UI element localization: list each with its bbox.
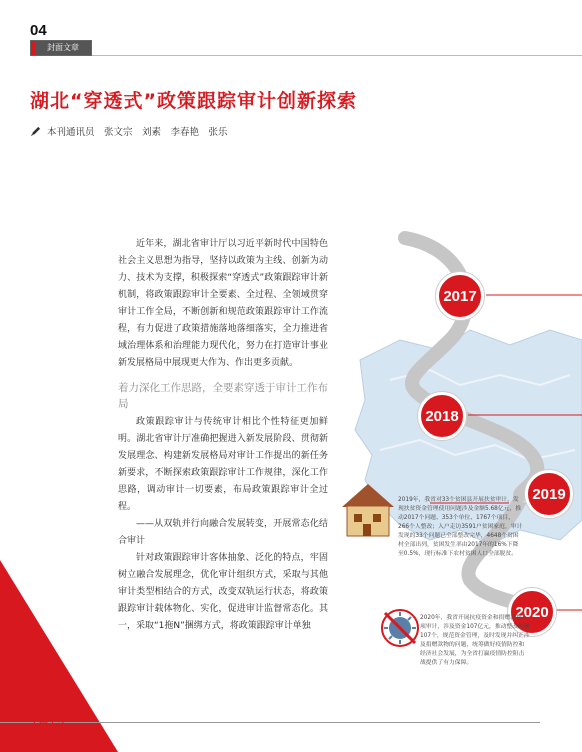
article-paragraph: 近年来，湖北省审计厅以习近平新时代中国特色社会主义思想为指导，坚持以政策为主线、创新为动力、技术为支撑，积极探索“穿透式”政策跟踪审计新机制，将政策跟踪审计全要素、全过程、全领域贯穿审计工作全局，不断创新和规范政策跟踪审计工作流程，有力促进了政策措施落地落细落实，全力推进省域治理体系和治理能力现代化，努力在打造审计事业新发展格局中展现更大作为、作出更多贡献。 xyxy=(118,239,328,368)
year-badge-2018: 2018 xyxy=(418,392,466,440)
footer-divider xyxy=(0,722,540,723)
article-paragraph: 针对政策跟踪审计客体抽象、泛化的特点，牢固树立融合发展理念，优化审计组织方式，采取与其他审计类型相结合的方式，改变双轨运行状态，将政策跟踪审计载体物化、实化，促进审计监督常态化。其一，采取“1拖N”捆绑方式，将政策跟踪审计单独 xyxy=(118,553,328,631)
timeline-note-2019: 2019年，我省对33个贫困县开展扶贫审计，发现扶贫资金管理使用问题涉及金额5.68亿元，推动2017个问题、353个单位、1767个项目、266个人整改；入户走访3591户贫困家庭，审计发现的33个问题已全部整改完毕，4648个贫困村全部出列，贫困发生率由2017年的16%下降至0.5%，现行标准下农村贫困人口全部脱贫。 xyxy=(398,497,523,557)
section-tag xyxy=(30,40,92,56)
article-paragraph: 政策跟踪审计与传统审计相比个性特征更加鲜明。湖北省审计厅准确把握进入新发展阶段、贯彻新发展理念、构建新发展格局对审计工作提出的新任务新要求，不断探索政策跟踪审计工作规律，深化工作思路，调动审计一切要素，布局政策跟踪审计全过程。 xyxy=(118,417,328,512)
timeline-note-2020: 2020年，我省开展抗疫资金和捐赠款物专项审计，涉及资金107亿元，推动整改问题107个，规范资金管理，及时发现并纠正涉及捐赠款物的问题，统筹做好疫情防控和经济社会发展，为全省打赢疫情防控阻击战提供了有力保障。 xyxy=(420,615,530,666)
byline xyxy=(30,124,228,138)
section-label: 封面文章 xyxy=(35,41,91,55)
article-body xyxy=(118,236,328,635)
header-divider xyxy=(92,55,582,56)
year-badge-2020: 2020 xyxy=(508,588,556,636)
subheading-dash: ——从双轨并行向融合发展转变，开展常态化结合审计 xyxy=(118,519,328,546)
virus-icon xyxy=(382,610,418,646)
journal-name: 中国审计 xyxy=(30,715,67,725)
byline-authors: 本刊通讯员 张文宗 刘素 李春艳 张乐 xyxy=(47,127,228,138)
year-badge-2019: 2019 xyxy=(525,470,573,518)
year-badge-2017: 2017 xyxy=(436,272,484,320)
article-title: 湖北“穿透式”政策跟踪审计创新探索 xyxy=(30,90,357,112)
page-number: 04 xyxy=(30,22,47,39)
subheading: 着力深化工作思路，全要素穿透于审计工作布局 xyxy=(118,382,328,410)
pen-icon xyxy=(30,126,41,137)
